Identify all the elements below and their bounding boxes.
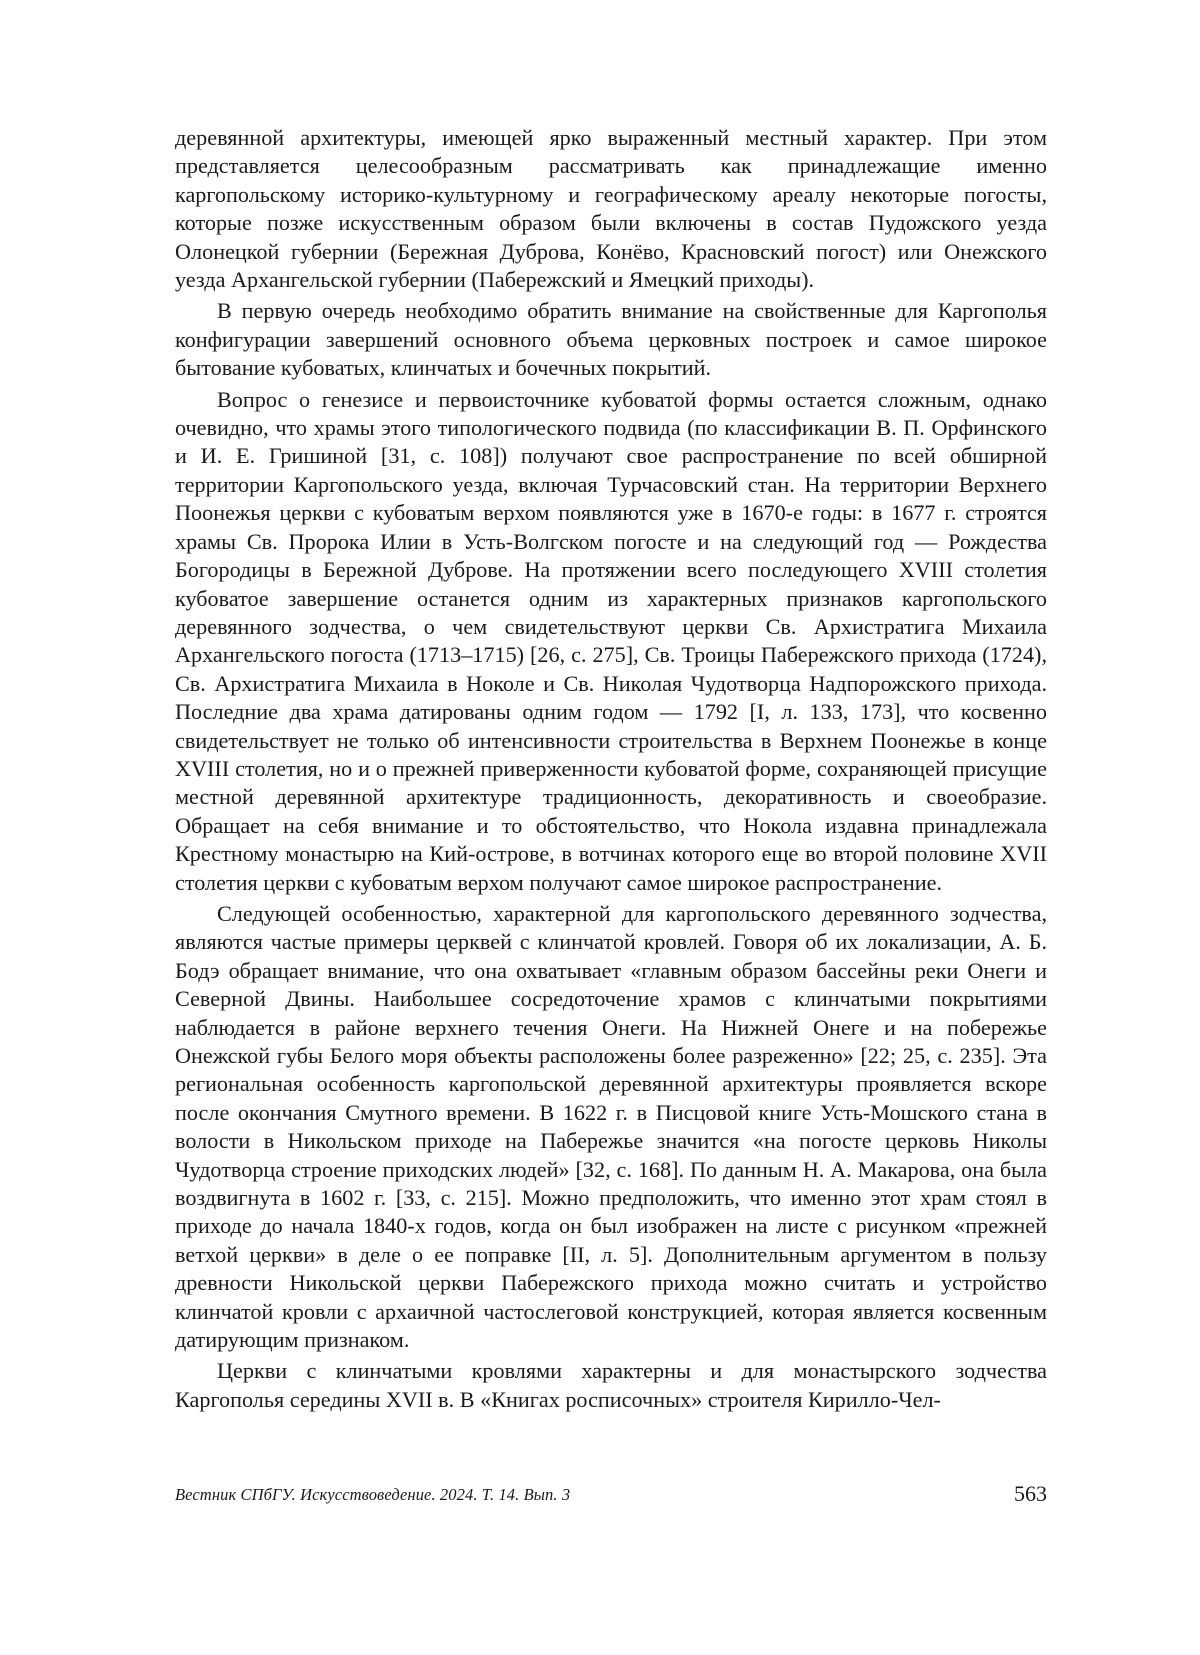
paragraph-monastery-architecture: Церкви с клинчатыми кровлями характерны и для монастырского зодчества Каргополья середины XVII в. В «Книгах росписочных» строителя Кирилло-Чел- [175,1358,1047,1412]
paragraph-continuation: деревянной архитектуры, имеющей ярко выраженный местный характер. При этом представляется целесообразным рассматривать как принадлежащие именно каргопольскому историко-культурному и географическому ареалу некоторые погосты, которые позже искусственным образом были включены в состав Пудожского уезда Олонецкой губернии (Бережная Дуброва, Конёво, Красновский погост) или Онежского уезда Архангельской губернии (Пабережский и Ямецкий приходы). [175,125,1047,293]
paragraph-wedge-roof: Следующей особенностью, характерной для каргопольского деревянного зодчества, являются частые примеры церквей с клинчатой кровлей. Говоря об их локализации, А. Б. Бодэ обращает внимание, что она охватывает «главным образом бассейны реки Онеги и Северной Двины. Наибольшее сосредоточение храмов с клинчатыми покрытиями наблюдается в районе верхнего течения Онеги. На Нижней Онеге и на побережье Онежской губы Белого моря объекты расположены более разреженно» [22; 25, с. 235]. Эта региональная особенность каргопольской деревянной архитектуры проявляется вскоре после окончания Смутного времени. В 1622 г. в Писцовой книге Усть-Мошского стана в волости в Никольском приходе на Пабережье значится «на погосте церковь Николы Чудотворца строение приходских людей» [32, с. 168]. По данным Н. А. Макарова, она была воздвигнута в 1602 г. [33, с. 215]. Можно предположить, что именно этот храм стоял в приходе до начала 1840-х годов, когда он был изображен на листе с рисунком «прежней ветхой церкви» в деле о ее поправке [II, л. 5]. Дополнительным аргументом в пользу древности Никольской церкви Пабережского прихода можно считать и устройство клинчатой кровли с архаичной частослеговой конструкцией, которая является косвенным датирующим признаком. [175,900,1047,1353]
page-footer [175,1481,1047,1511]
paragraph-cuboid-form: Вопрос о генезисе и первоисточнике кубоватой формы остается сложным, однако очевидно, что храмы этого типологического подвида (по классификации В. П. Орфинского и И. Е. Гришиной [31, с. 108]) получают свое распространение по всей обширной территории Каргопольского уезда, включая Турчасовский стан. На территории Верхнего Поонежья церкви с кубоватым верхом появляются уже в 1670-е годы: в 1677 г. строятся храмы Св. Пророка Илии в Усть-Волгском погосте и на следующий год — Рождества Богородицы в Бережной Дуброве. На протяжении всего последующего XVIII столетия кубоватое завершение останется одним из характерных признаков каргопольского деревянного зодчества, о чем свидетельствуют церкви Св. Архистратига Михаила Архангельского погоста (1713–1715) [26, с. 275], Св. Троицы Пабережского прихода (1724), Св. Архистратига Михаила в Ноколе и Св. Николая Чудотворца Надпорожского прихода. Последние два храма датированы одним годом — 1792 [I, л. 133, 173], что косвенно свидетельствует не только об интенсивности строительства в Верхнем Поонежье в конце XVIII столетия, но и о прежней приверженности кубоватой форме, сохраняющей присущие местной деревянной архитектуре традиционность, декоративность и своеобразие. Обращает на себя внимание и то обстоятельство, что Нокола издавна принадлежала Крестному монастырю на Кий-острове, в вотчинах которого еще во второй половине XVII столетия церкви с кубоватым верхом получают самое широкое распространение. [175,386,1047,895]
paragraph-roof-configurations: В первую очередь необходимо обратить внимание на свойственные для Каргополья конфигурации завершений основного объема церковных построек и самое широкое бытование кубоватых, клинчатых и бочечных покрытий. [175,298,1047,381]
journal-citation: Вестник СПбГУ. Искусствоведение. 2024. Т. 14. Вып. 3 [175,1485,571,1504]
page-number: 563 [1014,1481,1047,1506]
article-body [175,124,1047,1414]
